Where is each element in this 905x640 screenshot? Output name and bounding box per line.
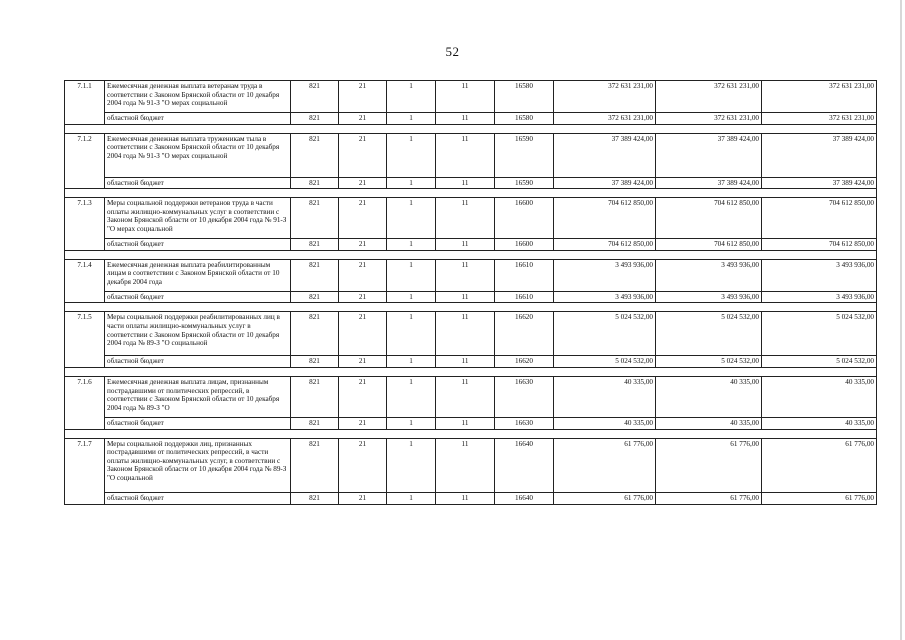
subrow-description: областной бюджет — [105, 492, 291, 504]
table-row — [65, 438, 877, 492]
code-vr: 16580 — [495, 81, 554, 113]
subrow-description: областной бюджет — [105, 356, 291, 368]
code-vr: 16640 — [495, 438, 554, 492]
subrow-description: областной бюджет — [105, 113, 291, 125]
code-rz: 21 — [339, 376, 387, 417]
row-number: 7.1.5 — [65, 312, 105, 368]
subrow-amount-s2: 5 024 532,00 — [656, 356, 762, 368]
subrow-code-grbs: 821 — [291, 177, 339, 189]
code-csr: 11 — [436, 438, 495, 492]
code-pr: 1 — [387, 81, 436, 113]
table-subrow — [65, 113, 877, 125]
code-grbs: 821 — [291, 198, 339, 239]
table-subrow — [65, 356, 877, 368]
subrow-code-csr: 11 — [436, 177, 495, 189]
code-grbs: 821 — [291, 81, 339, 113]
row-description: Меры социальной поддержки лиц, признанных пострадавшими от политических репрессий, в части оплаты жилищно-коммунальных услуг, в соответствии с Законом Брянской области от 10 декабря 2004 года № 89-З "О социальной — [105, 438, 291, 492]
code-pr: 1 — [387, 259, 436, 291]
amount-s2: 5 024 532,00 — [656, 312, 762, 356]
subrow-code-csr: 11 — [436, 356, 495, 368]
subrow-amount-s3: 3 493 936,00 — [762, 291, 877, 303]
subrow-amount-s3: 704 612 850,00 — [762, 239, 877, 251]
subrow-description: областной бюджет — [105, 177, 291, 189]
amount-s1: 5 024 532,00 — [554, 312, 656, 356]
page-number: 52 — [445, 44, 460, 59]
amount-s2: 61 776,00 — [656, 438, 762, 492]
subrow-amount-s1: 372 631 231,00 — [554, 113, 656, 125]
amount-s3: 40 335,00 — [762, 376, 877, 417]
code-vr: 16620 — [495, 312, 554, 356]
code-csr: 11 — [436, 312, 495, 356]
amount-s1: 704 612 850,00 — [554, 198, 656, 239]
subrow-code-rz: 21 — [339, 113, 387, 125]
table-row — [65, 376, 877, 417]
subrow-amount-s3: 5 024 532,00 — [762, 356, 877, 368]
subrow-amount-s2: 3 493 936,00 — [656, 291, 762, 303]
amount-s2: 37 389 424,00 — [656, 133, 762, 177]
row-description: Ежемесячная денежная выплата реабилитированным лицам в соответствии с Законом Брянской области от 10 декабря 2004 года — [105, 259, 291, 291]
subrow-amount-s1: 37 389 424,00 — [554, 177, 656, 189]
row-gap — [65, 429, 877, 438]
subrow-description: областной бюджет — [105, 239, 291, 251]
row-number: 7.1.3 — [65, 198, 105, 251]
row-gap — [65, 250, 877, 259]
amount-s3: 37 389 424,00 — [762, 133, 877, 177]
subrow-amount-s2: 37 389 424,00 — [656, 177, 762, 189]
code-vr: 16600 — [495, 198, 554, 239]
amount-s1: 3 493 936,00 — [554, 259, 656, 291]
subrow-code-pr: 1 — [387, 492, 436, 504]
amount-s3: 704 612 850,00 — [762, 198, 877, 239]
amount-s3: 61 776,00 — [762, 438, 877, 492]
subrow-code-vr: 16640 — [495, 492, 554, 504]
amount-s1: 40 335,00 — [554, 376, 656, 417]
code-grbs: 821 — [291, 438, 339, 492]
code-grbs: 821 — [291, 133, 339, 177]
subrow-amount-s2: 61 776,00 — [656, 492, 762, 504]
subrow-amount-s2: 704 612 850,00 — [656, 239, 762, 251]
subrow-code-rz: 21 — [339, 239, 387, 251]
subrow-code-vr: 16610 — [495, 291, 554, 303]
code-rz: 21 — [339, 81, 387, 113]
code-pr: 1 — [387, 376, 436, 417]
subrow-code-csr: 11 — [436, 239, 495, 251]
code-pr: 1 — [387, 438, 436, 492]
row-number: 7.1.2 — [65, 133, 105, 189]
subrow-code-csr: 11 — [436, 113, 495, 125]
row-description: Меры социальной поддержки ветеранов труда в части оплаты жилищно-коммунальных услуг в соответствии с Законом Брянской области от 10 декабря 2004 года № 91-З "О мерах социальной — [105, 198, 291, 239]
subrow-code-rz: 21 — [339, 417, 387, 429]
subrow-code-grbs: 821 — [291, 291, 339, 303]
subrow-code-vr: 16630 — [495, 417, 554, 429]
subrow-code-rz: 21 — [339, 177, 387, 189]
row-gap — [65, 189, 877, 198]
subrow-amount-s3: 372 631 231,00 — [762, 113, 877, 125]
table-row — [65, 259, 877, 291]
amount-s2: 372 631 231,00 — [656, 81, 762, 113]
subrow-amount-s3: 61 776,00 — [762, 492, 877, 504]
amount-s2: 704 612 850,00 — [656, 198, 762, 239]
code-csr: 11 — [436, 133, 495, 177]
subrow-amount-s1: 5 024 532,00 — [554, 356, 656, 368]
subrow-code-csr: 11 — [436, 492, 495, 504]
code-grbs: 821 — [291, 312, 339, 356]
subrow-code-csr: 11 — [436, 417, 495, 429]
subrow-code-pr: 1 — [387, 177, 436, 189]
amount-s1: 61 776,00 — [554, 438, 656, 492]
subrow-code-pr: 1 — [387, 113, 436, 125]
table-subrow — [65, 239, 877, 251]
row-description: Ежемесячная денежная выплата труженикам тыла в соответствии с Законом Брянской области от 10 декабря 2004 года № 91-З "О мерах социальной — [105, 133, 291, 177]
row-gap — [65, 367, 877, 376]
table-row — [65, 133, 877, 177]
code-vr: 16590 — [495, 133, 554, 177]
subrow-code-pr: 1 — [387, 291, 436, 303]
code-rz: 21 — [339, 259, 387, 291]
subrow-code-pr: 1 — [387, 356, 436, 368]
subrow-description: областной бюджет — [105, 417, 291, 429]
table-subrow — [65, 492, 877, 504]
code-grbs: 821 — [291, 259, 339, 291]
row-number: 7.1.6 — [65, 376, 105, 429]
subrow-code-pr: 1 — [387, 417, 436, 429]
subrow-amount-s1: 3 493 936,00 — [554, 291, 656, 303]
table-subrow — [65, 291, 877, 303]
code-csr: 11 — [436, 81, 495, 113]
subrow-code-grbs: 821 — [291, 239, 339, 251]
subrow-amount-s2: 372 631 231,00 — [656, 113, 762, 125]
code-rz: 21 — [339, 438, 387, 492]
table-body — [65, 81, 877, 505]
subrow-code-vr: 16600 — [495, 239, 554, 251]
code-rz: 21 — [339, 133, 387, 177]
amount-s2: 40 335,00 — [656, 376, 762, 417]
row-gap — [65, 124, 877, 133]
subrow-code-vr: 16590 — [495, 177, 554, 189]
subrow-code-grbs: 821 — [291, 417, 339, 429]
subrow-amount-s1: 61 776,00 — [554, 492, 656, 504]
amount-s1: 372 631 231,00 — [554, 81, 656, 113]
scan-edge — [900, 0, 902, 640]
amount-s3: 372 631 231,00 — [762, 81, 877, 113]
row-gap — [65, 303, 877, 312]
code-grbs: 821 — [291, 376, 339, 417]
subrow-code-csr: 11 — [436, 291, 495, 303]
subrow-amount-s3: 40 335,00 — [762, 417, 877, 429]
table-row — [65, 81, 877, 113]
code-rz: 21 — [339, 198, 387, 239]
table-subrow — [65, 417, 877, 429]
subrow-amount-s2: 40 335,00 — [656, 417, 762, 429]
amount-s3: 5 024 532,00 — [762, 312, 877, 356]
code-vr: 16610 — [495, 259, 554, 291]
subrow-code-rz: 21 — [339, 492, 387, 504]
table-row — [65, 198, 877, 239]
subrow-code-pr: 1 — [387, 239, 436, 251]
code-csr: 11 — [436, 198, 495, 239]
subrow-amount-s3: 37 389 424,00 — [762, 177, 877, 189]
row-description: Ежемесячная денежная выплата лицам, признанным пострадавшими от политических репрессий, в соответствии с Законом Брянской области от 10 декабря 2004 года № 89-З "О — [105, 376, 291, 417]
subrow-description: областной бюджет — [105, 291, 291, 303]
subrow-amount-s1: 704 612 850,00 — [554, 239, 656, 251]
subrow-code-grbs: 821 — [291, 356, 339, 368]
code-csr: 11 — [436, 376, 495, 417]
amount-s2: 3 493 936,00 — [656, 259, 762, 291]
subrow-code-grbs: 821 — [291, 113, 339, 125]
amount-s3: 3 493 936,00 — [762, 259, 877, 291]
code-vr: 16630 — [495, 376, 554, 417]
row-number: 7.1.4 — [65, 259, 105, 303]
code-pr: 1 — [387, 133, 436, 177]
budget-table — [64, 80, 877, 505]
subrow-code-rz: 21 — [339, 356, 387, 368]
code-pr: 1 — [387, 312, 436, 356]
code-csr: 11 — [436, 259, 495, 291]
subrow-code-grbs: 821 — [291, 492, 339, 504]
row-description: Меры социальной поддержки реабилитированных лиц в части оплаты жилищно-коммунальных услуг в соответствии с Законом Брянской области от 10 декабря 2004 года № 89-З "О социальной — [105, 312, 291, 356]
subrow-code-vr: 16620 — [495, 356, 554, 368]
subrow-amount-s1: 40 335,00 — [554, 417, 656, 429]
row-number: 7.1.1 — [65, 81, 105, 125]
code-pr: 1 — [387, 198, 436, 239]
row-description: Ежемесячная денежная выплата ветеранам труда в соответствии с Законом Брянской области от 10 декабря 2004 года № 91-З "О мерах социальной — [105, 81, 291, 113]
amount-s1: 37 389 424,00 — [554, 133, 656, 177]
table-row — [65, 312, 877, 356]
code-rz: 21 — [339, 312, 387, 356]
subrow-code-rz: 21 — [339, 291, 387, 303]
subrow-code-vr: 16580 — [495, 113, 554, 125]
table-subrow — [65, 177, 877, 189]
row-number: 7.1.7 — [65, 438, 105, 504]
